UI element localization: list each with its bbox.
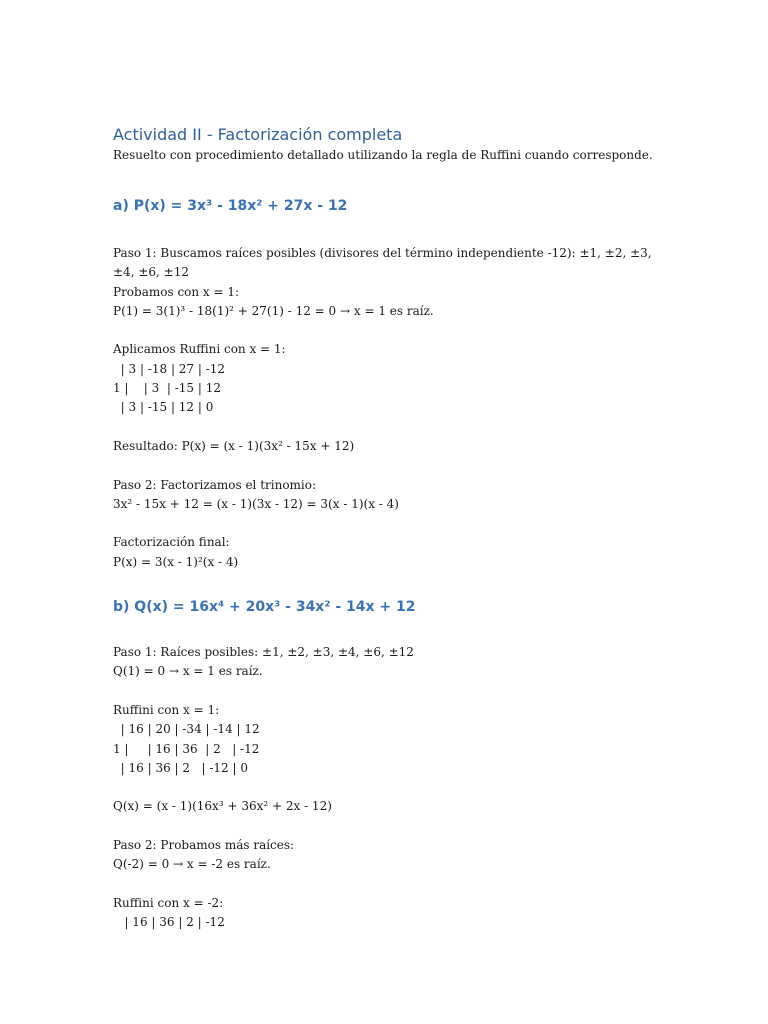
document-title: Actividad II - Factorización completa [113,125,403,144]
section-b-ruffini1-intro: Ruffini con x = 1: [113,702,220,717]
section-b-ruffini2-intro: Ruffini con x = -2: [113,895,224,910]
section-b-heading: b) Q(x) = 16x⁴ + 20x³ - 34x² - 14x + 12 [113,599,416,616]
section-a-final-label: Factorización final: [113,535,230,550]
section-a-trinomial: 3x² - 15x + 12 = (x - 1)(3x - 12) = 3(x - 1)(x - 4) [113,496,399,511]
section-b-step2: Paso 2: Probamos más raíces: [113,838,295,853]
section-a-result: Resultado: P(x) = (x - 1)(3x² - 15x + 12) [113,438,355,453]
section-a-eval-line: P(1) = 3(1)³ - 18(1)² + 27(1) - 12 = 0 → x = 1 es raíz. [113,303,434,318]
section-a-ruffini-intro: Aplicamos Ruffini con x = 1: [113,342,286,357]
section-b-ruffini2-row: | 16 | 36 | 2 | -12 [113,915,225,930]
section-a-heading: a) P(x) = 3x³ - 18x² + 27x - 12 [113,198,348,214]
section-a-final-expression: P(x) = 3(x - 1)²(x - 4) [113,554,239,569]
section-b-eval1: Q(1) = 0 → x = 1 es raíz. [113,664,263,679]
section-a-step2: Paso 2: Factorizamos el trinomio: [113,477,317,492]
section-b-eval2: Q(-2) = 0 → x = -2 es raíz. [113,857,271,872]
section-a-try-line: Probamos con x = 1: [113,284,240,299]
section-a-ruffini-row: | 3 | -15 | 12 | 0 [113,400,214,415]
section-b-ruffini1-row: | 16 | 36 | 2 | -12 | 0 [113,760,248,775]
document-subtitle: Resuelto con procedimiento detallado utilizando la regla de Ruffini cuando corresponde. [113,148,653,162]
section-b-ruffini1-row: 1 | | 16 | 36 | 2 | -12 [113,741,260,756]
section-b-result1: Q(x) = (x - 1)(16x³ + 36x² + 2x - 12) [113,799,332,814]
section-a-step1: Paso 1: Buscamos raíces posibles (divisores del término independiente -12): ±1, ±2, ±3, ±4, ±6, ±12 [113,246,656,280]
section-a-ruffini-row: | 3 | -18 | 27 | -12 [113,361,226,376]
section-a-ruffini-row: 1 | | 3 | -15 | 12 [113,381,221,396]
section-b-ruffini1-row: | 16 | 20 | -34 | -14 | 12 [113,722,260,737]
document-content [113,124,673,933]
section-b-step1: Paso 1: Raíces posibles: ±1, ±2, ±3, ±4, ±6, ±12 [113,645,414,660]
